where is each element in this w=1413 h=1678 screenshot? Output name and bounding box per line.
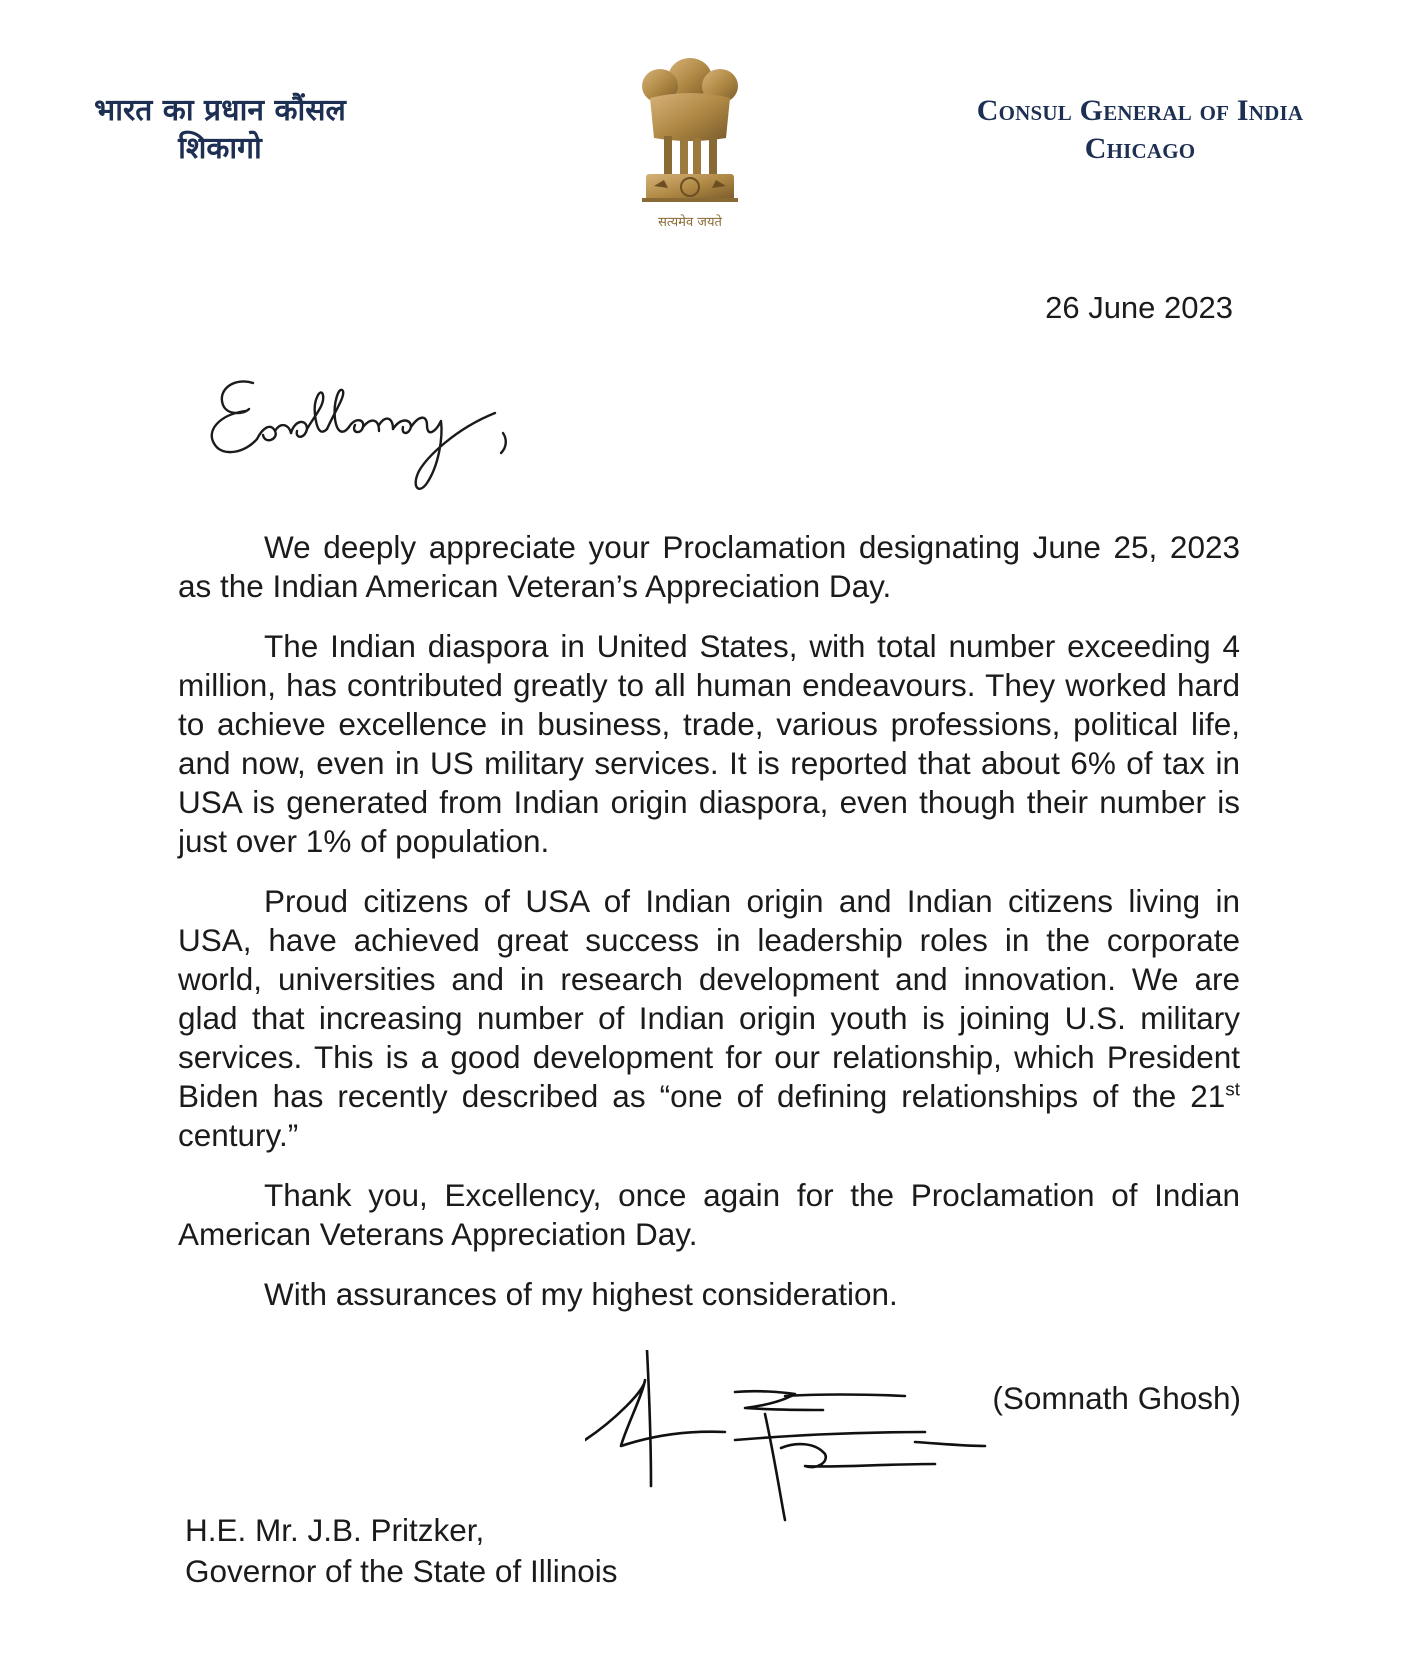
paragraph-3 [178,882,1240,1155]
addressee-title: Governor of the State of Illinois [185,1553,618,1589]
signatory-name: (Somnath Ghosh) [992,1380,1241,1416]
letter-date: 26 June 2023 [1045,290,1233,325]
letterhead-english-city: Chicago [1084,132,1196,165]
paragraph-1: We deeply appreciate your Proclamation designating June 25, 2023 as the Indian American Veteran’s Appreciation Day. [178,529,1240,604]
addressee-name: H.E. Mr. J.B. Pritzker, [185,1512,485,1548]
paragraph-4: Thank you, Excellency, once again for the Proclamation of Indian American Veterans Appreciation Day. [178,1177,1240,1252]
emblem-motto: सत्यमेव जयते [658,215,722,230]
letter-body [178,528,1240,1335]
ordinal-suffix: st [1225,1079,1240,1101]
letterhead-hindi [60,92,380,168]
letterhead-english [930,92,1350,168]
closing-line: With assurances of my highest consideration. [264,1276,898,1312]
national-emblem [630,48,750,248]
paragraph-3-end: century.” [178,1117,299,1153]
handwritten-salutation [205,375,565,525]
salutation-handwriting [205,375,565,525]
paragraph-2: The Indian diaspora in United States, with total number exceeding 4 million, has contributed greatly to all human endeavours. They worked hard to achieve excellence in business, trade, various professions, political life, and now, even in US military services. It is reported that about 6% of tax in USA is generated from Indian origin diaspora, even though their number is just over 1% of population. [178,628,1240,859]
national-emblem-icon [630,48,750,248]
letterhead-hindi-city: शिकागो [178,131,262,166]
letterhead-hindi-title: भारत का प्रधान कौंसल [94,93,346,128]
paragraph-3-text: Proud citizens of USA of Indian origin and Indian citizens living in USA, have achieved great success in leadership roles in the corporate world, universities and in research development and innovation. We are glad that increasing number of Indian origin youth is joining U.S. military services. This is a good development for our relationship, which President Biden has recently described as “one of defining relationships of the 21 [178,883,1240,1114]
letterhead-english-title: Consul General of India [976,94,1304,127]
addressee-block [185,1510,617,1592]
